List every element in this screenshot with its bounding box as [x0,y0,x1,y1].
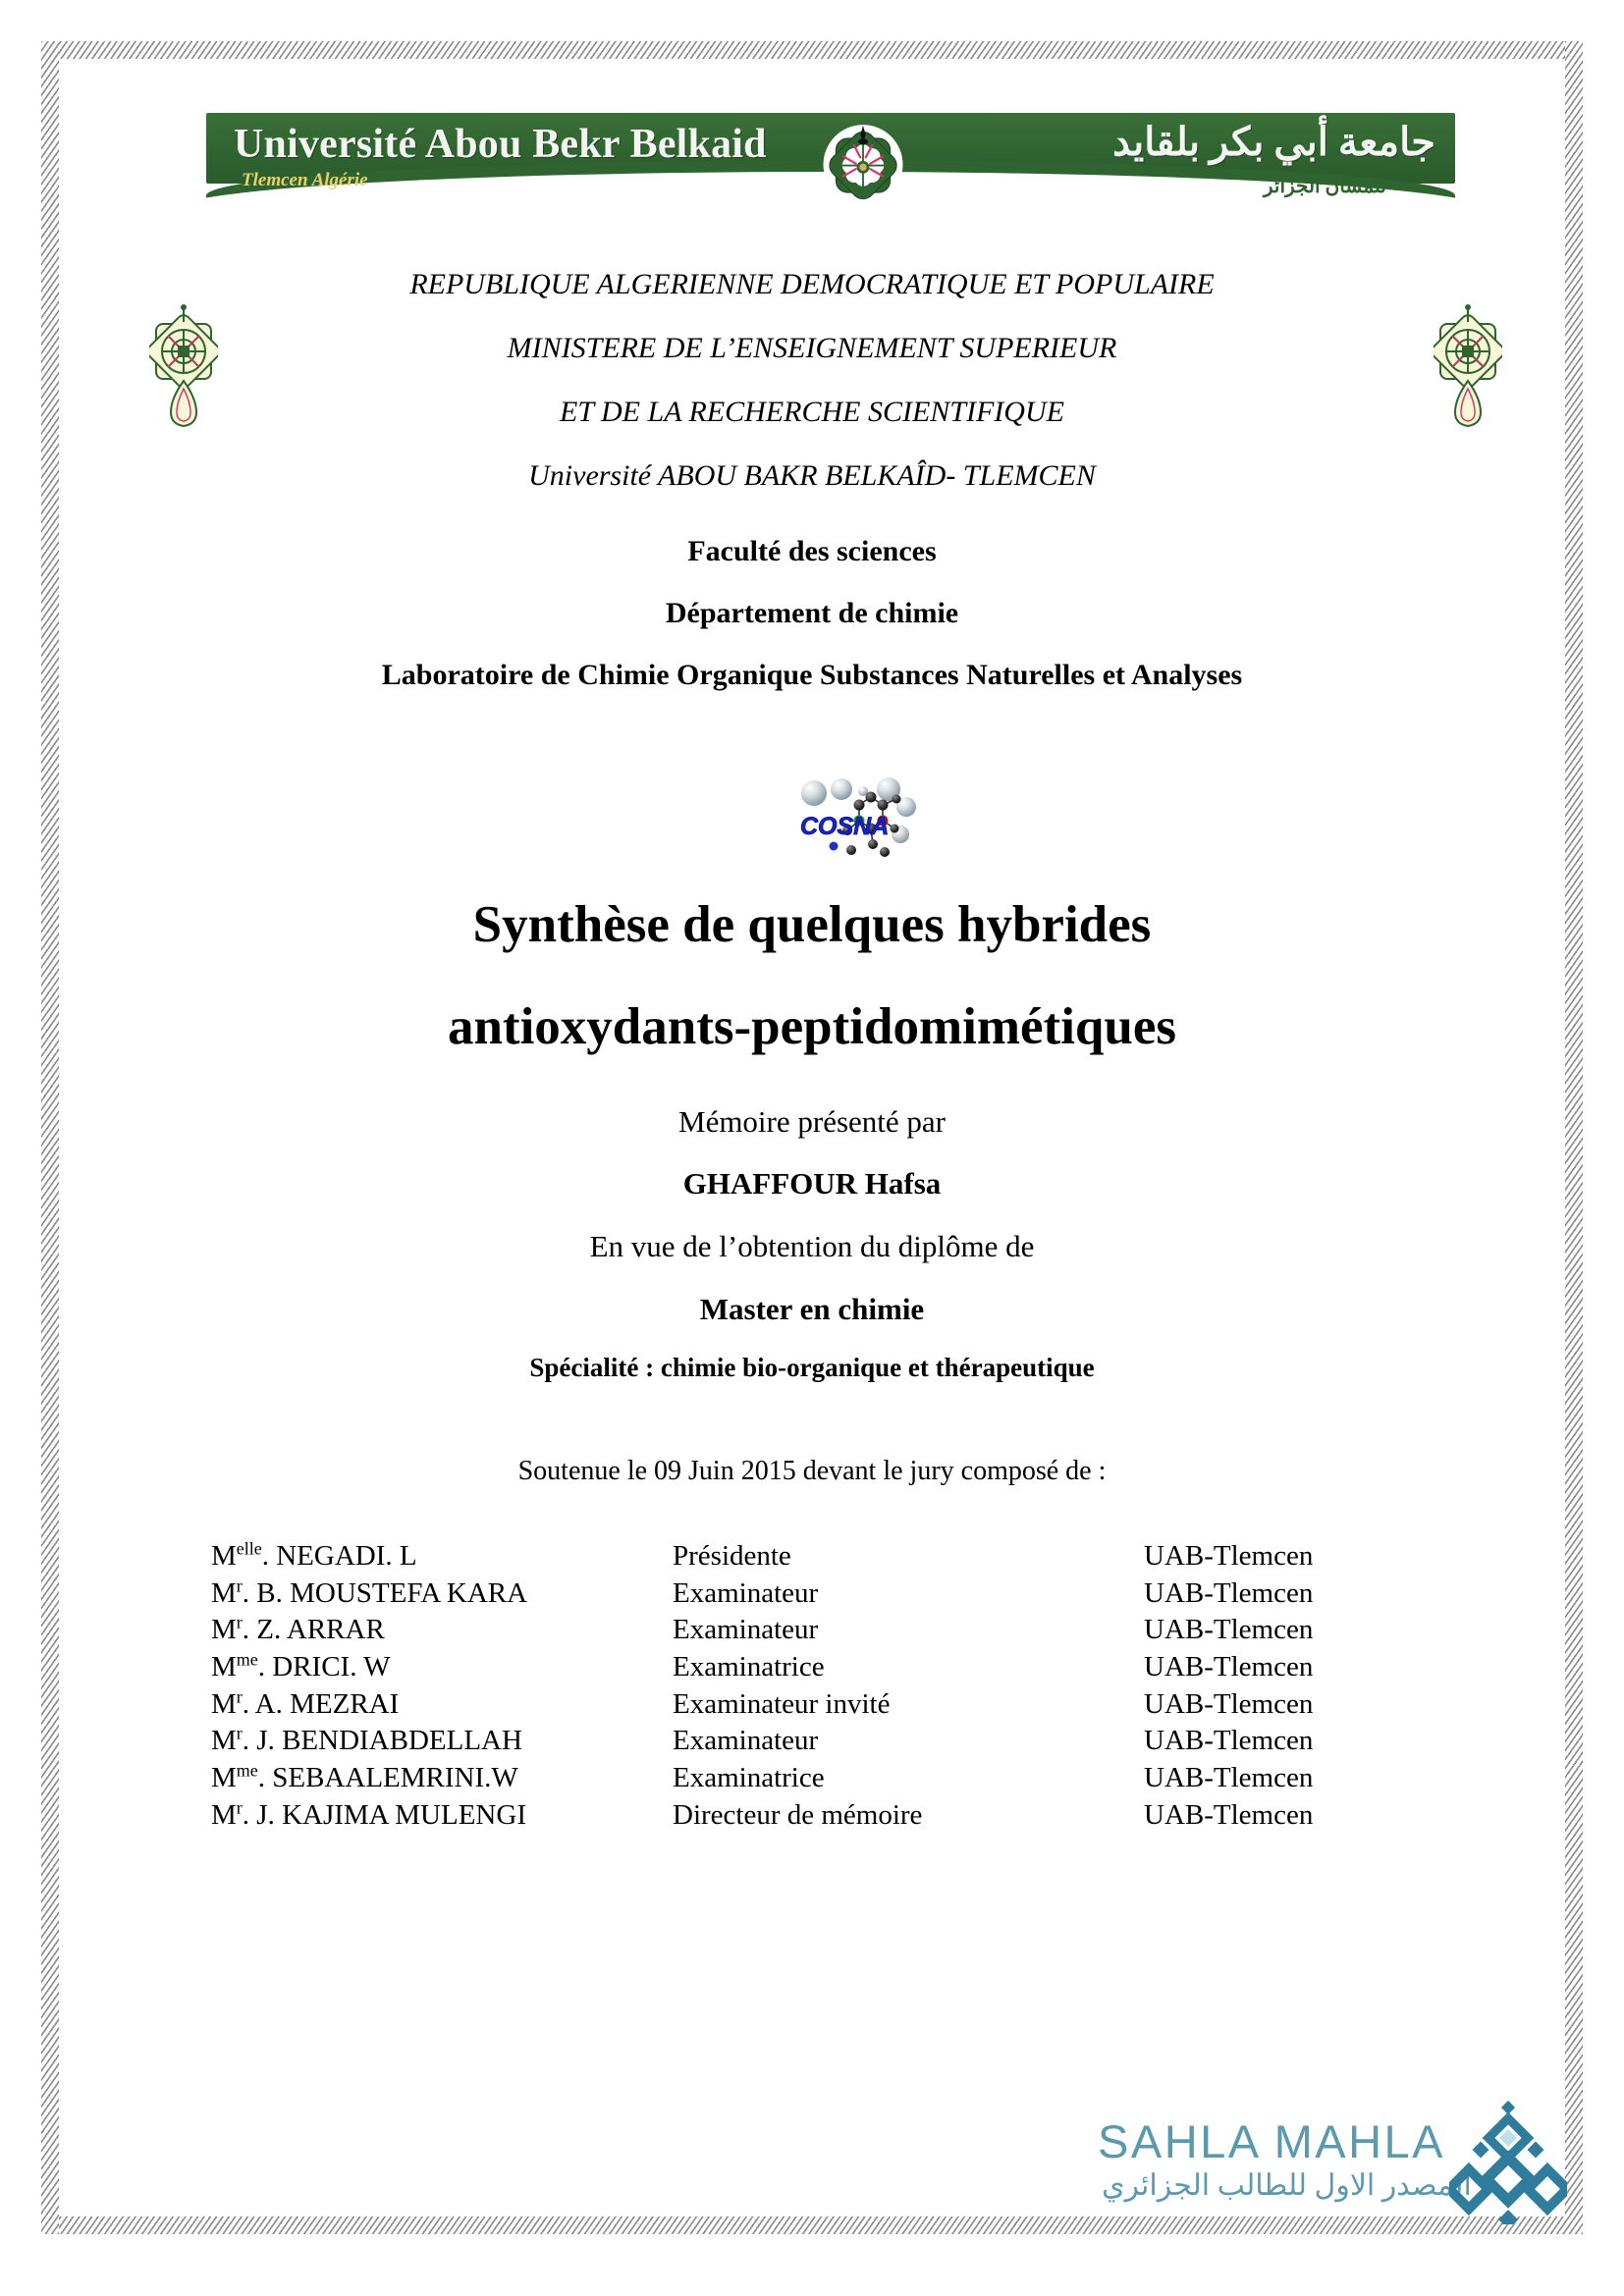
jury-name-text: . DRICI. W [257,1651,391,1683]
table-row [211,1797,1488,1835]
page-border-right [1565,41,1583,2234]
jury-title-suffix: elle [236,1538,262,1559]
defense-date-line: Soutenue le 09 Juin 2015 devant le jury composé de : [517,1456,1107,1486]
jury-title: M [211,1762,237,1794]
header-faculty: Faculté des sciences [687,535,937,567]
header-department: Département de chimie [665,597,959,629]
header-line-republic: REPUBLIQUE ALGERIENNE DEMOCRATIQUE ET POPULAIRE [409,268,1215,300]
jury-title: M [211,1725,237,1757]
jury-member-affiliation: UAB-Tlemcen [1144,1540,1314,1572]
thesis-title-line-1: Synthèse de quelques hybrides [472,896,1152,953]
jury-member-affiliation: UAB-Tlemcen [1144,1614,1314,1646]
degree-name: Master en chimie [699,1292,925,1326]
jury-member-affiliation: UAB-Tlemcen [1144,1798,1314,1831]
jury-name-text: . J. KAJIMA MULENGI [242,1798,526,1831]
cosna-molecule-logo [790,774,920,864]
banner-university-name-ar: جامعة أبي بكر بلقايد [1112,120,1435,164]
banner-location-ar: تلمسان الجزائر [1263,176,1386,197]
table-row [211,1612,1488,1649]
watermark-arabic-text: المصدر الاول للطالب الجزائري [1102,2169,1472,2202]
ornament-right-icon [1434,304,1502,432]
sahla-mahla-diamond-logo [1449,2097,1567,2224]
jury-table [211,1538,1488,1835]
header-line-research: ET DE LA RECHERCHE SCIENTIFIQUE [560,396,1064,428]
table-row [211,1575,1488,1613]
jury-member-name [211,1649,673,1686]
jury-member-name [211,1723,673,1760]
banner-university-name-fr: Université Abou Bekr Belkaid [234,122,767,167]
jury-title-suffix: me [236,1649,258,1670]
jury-member-affiliation: UAB-Tlemcen [1144,1576,1314,1609]
jury-title-suffix: r [236,1612,243,1632]
header-laboratory: Laboratoire de Chimie Organique Substances Naturelles et Analyses [381,659,1243,691]
university-banner [206,113,1455,213]
table-row [211,1723,1488,1760]
jury-table-element [211,1538,1488,1835]
ornament-left-icon [149,304,218,432]
jury-name-text: . SEBAALEMRINI.W [257,1762,518,1794]
banner-location-fr: Tlemcen Algérie [242,170,368,190]
jury-table-body [211,1538,1488,1835]
university-seal-icon [818,115,908,205]
jury-member-role: Examinatrice [673,1762,825,1794]
jury-member-role: Examinateur [673,1725,819,1757]
watermark-latin-text: SAHLA MAHLA [1098,2115,1446,2167]
jury-member-affiliation: UAB-Tlemcen [1144,1762,1314,1794]
jury-title: M [211,1687,237,1720]
jury-title-suffix: r [236,1686,243,1707]
page-content [59,59,1565,2216]
jury-title-suffix: r [236,1723,243,1743]
table-row [211,1538,1488,1575]
page-border-left [41,41,59,2234]
jury-member-affiliation: UAB-Tlemcen [1144,1725,1314,1757]
page-border-top [41,41,1583,59]
table-row [211,1649,1488,1686]
jury-member-affiliation: UAB-Tlemcen [1144,1687,1314,1720]
jury-name-text: . A. MEZRAI [242,1687,400,1720]
jury-title: M [211,1614,237,1646]
speciality-line: Spécialité : chimie bio-organique et thérapeutique [529,1353,1095,1382]
jury-member-name [211,1686,673,1724]
jury-name-text: . Z. ARRAR [242,1614,385,1646]
jury-member-role: Examinatrice [673,1651,825,1683]
jury-member-role: Présidente [673,1540,791,1572]
jury-member-name [211,1538,673,1575]
jury-member-role: Examinateur [673,1614,819,1646]
svg-text:COSNA: COSNA [800,813,890,840]
table-row [211,1760,1488,1797]
jury-title: M [211,1651,237,1683]
jury-member-role: Examinateur [673,1576,819,1609]
author-name: GHAFFOUR Hafsa [682,1166,942,1201]
header-line-ministry: MINISTERE DE L’ENSEIGNEMENT SUPERIEUR [507,332,1117,364]
jury-title: M [211,1576,237,1609]
presented-by-label: Mémoire présenté par [678,1104,946,1139]
header-line-university: Université ABOU BAKR BELKAÎD- TLEMCEN [528,459,1096,492]
jury-title-suffix: r [236,1575,243,1596]
thesis-title-line-2: antioxydants-peptidomimétiques [447,998,1177,1055]
jury-member-role: Examinateur invité [673,1687,891,1720]
jury-member-role: Directeur de mémoire [673,1798,923,1831]
jury-member-name [211,1797,673,1835]
jury-title: M [211,1540,237,1572]
sahla-mahla-watermark [1098,2085,1569,2232]
degree-intro: En vue de l’obtention du diplôme de [589,1229,1035,1263]
jury-member-name [211,1760,673,1797]
jury-member-affiliation: UAB-Tlemcen [1144,1651,1314,1683]
jury-name-text: . NEGADI. L [261,1540,417,1572]
jury-member-name [211,1612,673,1649]
jury-name-text: . J. BENDIABDELLAH [242,1725,522,1757]
jury-title: M [211,1798,237,1831]
jury-title-suffix: r [236,1797,243,1818]
jury-member-name [211,1575,673,1613]
table-row [211,1686,1488,1724]
jury-title-suffix: me [236,1760,258,1781]
jury-name-text: . B. MOUSTEFA KARA [242,1576,528,1609]
